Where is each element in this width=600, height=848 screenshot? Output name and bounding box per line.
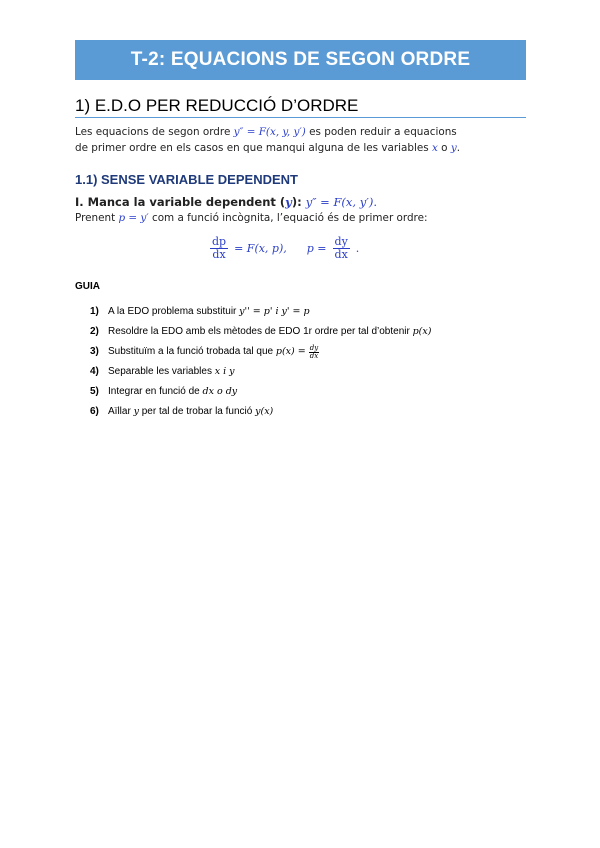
case-formula: y″ = F(x, y′) (305, 195, 374, 209)
step-text: A la EDO problema substituir (108, 306, 240, 317)
frac-numerator: dy (309, 343, 319, 352)
step-text: Separable les variables (108, 366, 215, 377)
step-number: 6) (90, 406, 99, 417)
step-fraction (309, 345, 319, 360)
list-item (90, 322, 431, 342)
case-end: . (373, 195, 377, 209)
prenent-line (75, 212, 428, 224)
frac-denominator: dx (334, 248, 348, 262)
intro-text-cont: es poden reduir a equacions (305, 126, 457, 138)
eq-mid: = F(x, p), (234, 242, 287, 256)
step-number: 4) (90, 366, 99, 377)
case-var: y (285, 195, 292, 209)
step-text: Aïllar (108, 406, 134, 417)
prenent-text-cont: com a funció incògnita, l’equació és de primer ordre: (148, 212, 428, 224)
step-number: 1) (90, 306, 99, 317)
fraction-dp-dx (210, 236, 228, 261)
step-text-cont: per tal de trobar la funció (138, 406, 256, 417)
step-number: 3) (90, 346, 99, 357)
frac-numerator: dp (212, 235, 227, 248)
step-math: x i y (214, 366, 235, 377)
step-text: Integrar en funció de (108, 386, 203, 397)
display-equation (210, 236, 359, 261)
step-math: p(x) = (275, 346, 306, 357)
eq-end: . (355, 242, 360, 256)
section-underline (75, 117, 526, 118)
list-item (90, 302, 431, 322)
frac-denominator: dx (309, 351, 319, 360)
period: . (456, 142, 461, 154)
step-text: Resoldre la EDO amb els mètodes de EDO 1r ordre per tal d’obtenir (108, 326, 413, 337)
subsection-heading: 1.1) SENSE VARIABLE DEPENDENT (75, 172, 298, 187)
fraction-dy-dx (333, 236, 350, 261)
case-heading (75, 195, 377, 209)
list-item (90, 402, 431, 422)
list-item (90, 382, 431, 402)
step-math: y (133, 406, 139, 417)
case-close: ): (291, 195, 306, 209)
step-math: p(x) (412, 326, 432, 337)
case-label: I. Manca la variable dependent ( (75, 195, 286, 209)
step-text: Substituïm a la funció trobada tal que (108, 346, 276, 357)
step-number: 5) (90, 386, 99, 397)
step-math-2: y(x) (255, 406, 274, 417)
step-number: 2) (90, 326, 99, 337)
section-heading: 1) E.D.O PER REDUCCIÓ D’ORDRE (75, 96, 359, 115)
guia-steps (90, 302, 431, 422)
conj-o: o (437, 142, 451, 154)
page-title-banner: T-2: EQUACIONS DE SEGON ORDRE (75, 40, 526, 80)
intro-line-2 (75, 142, 460, 154)
guia-heading: GUIA (75, 281, 100, 292)
list-item (90, 362, 431, 382)
eq-p: p = (306, 242, 327, 256)
step-math: dx o dy (202, 386, 238, 397)
var-x: x (431, 142, 438, 154)
intro-formula: y″ = F(x, y, y′) (233, 126, 306, 138)
prenent-text: Prenent (75, 212, 119, 224)
intro-text-2: de primer ordre en els casos en que manqui alguna de les variables (75, 142, 432, 154)
intro-line-1 (75, 126, 457, 138)
frac-numerator: dy (334, 235, 348, 248)
var-y: y (450, 142, 457, 154)
step-math: y'' = p' i y' = p (239, 306, 310, 317)
list-item (90, 342, 431, 362)
frac-denominator: dx (212, 248, 226, 262)
intro-text: Les equacions de segon ordre (75, 126, 234, 138)
prenent-formula: p = y′ (118, 212, 149, 224)
